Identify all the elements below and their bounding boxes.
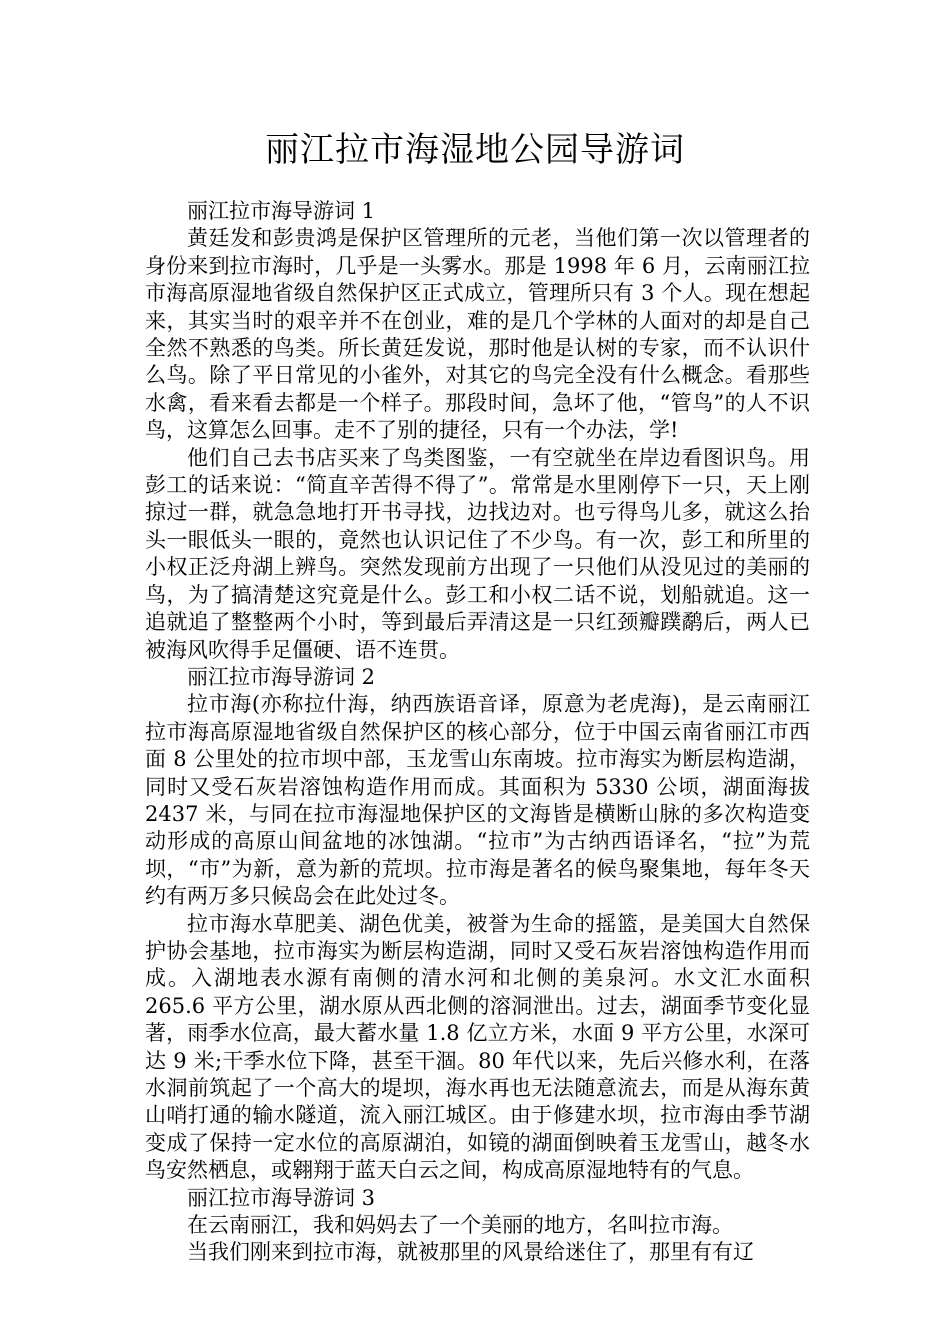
section-heading-3: 丽江拉市海导游词 3 <box>187 1185 376 1210</box>
paragraph: 在云南丽江，我和妈妈去了一个美丽的地方，名叫拉市海。 <box>187 1213 733 1238</box>
document-title: 丽江拉市海湿地公园导游词 <box>265 130 685 170</box>
section-heading-2: 丽江拉市海导游词 2 <box>187 664 376 689</box>
paragraph: 黄廷发和彭贵鸿是保护区管理所的元老，当他们第一次以管理者的身份来到拉市海时，几乎是一头雾水。那是 1998 年 6 月，云南丽江拉市海高原湿地省级自然保护区正式成立，管理所只有 3 个人。现在想起来，其实当时的艰辛并不在创业，难的是几个学林的人面对的却是自己全然不熟悉的鸟类。所长黄廷发说，那时他是认树的专家，而不认识什么鸟。除了平日常见的小雀外，对其它的鸟完全没有什么概念。看那些水禽，看来看去都是一个样子。那段时间，急坏了他，“管鸟”的人不识鸟，这算怎么回事。走不了别的捷径，只有一个办法，学! <box>145 226 810 443</box>
document-body <box>145 198 810 1267</box>
section-heading-1: 丽江拉市海导游词 1 <box>187 199 376 223</box>
paragraph: 拉市海水草肥美、湖色优美，被誉为生命的摇篮，是美国大自然保护协会基地，拉市海实为断层构造湖，同时又受石灰岩溶蚀构造作用而成。入湖地表水源有南侧的清水河和北侧的美泉河。水文汇水面积 265.6 平方公里，湖水原从西北侧的溶洞泄出。过去，湖面季节变化显著，雨季水位高，最大蓄水量 1.8 亿立方米，水面 9 平方公里，水深可达 9 米;干季水位下降，甚至干涸。80 年代以来，先后兴修水利，在落水洞前筑起了一个高大的堤坝，海水再也无法随意流去，而是从海东黄山哨打通的输水隧道，流入丽江城区。由于修建水坝，拉市海由季节湖变成了保持一定水位的高原湖泊，如镜的湖面倒映着玉龙雪山，越冬水鸟安然栖息，或翱翔于蓝天白云之间，构成高原湿地特有的气息。 <box>145 911 810 1183</box>
paragraph: 他们自己去书店买来了鸟类图鉴，一有空就坐在岸边看图识鸟。用彭工的话来说：“简直辛苦得不得了”。常常是水里刚停下一只，天上刚掠过一群，就急急地打开书寻找，边找边对。也亏得鸟儿多，就这么抬头一眼低头一眼的，竟然也认识记住了不少鸟。有一次，彭工和所里的小权正泛舟湖上辨鸟。突然发现前方出现了一只他们从没见过的美丽的鸟，为了搞清楚这究竟是什么。彭工和小权二话不说，划船就追。这一追就追了整整两个小时，等到最后弄清这是一只红颈瓣蹼鹬后，两人已被海风吹得手足僵硬、语不连贯。 <box>145 445 810 662</box>
paragraph: 拉市海(亦称拉什海，纳西族语音译，原意为老虎海)，是云南丽江拉市海高原湿地省级自然保护区的核心部分，位于中国云南省丽江市西面 8 公里处的拉市坝中部，玉龙雪山东南坡。拉市海实为断层构造湖，同时又受石灰岩溶蚀构造作用而成。其面积为 5330 公顷，湖面海拔 2437 米，与同在拉市海湿地保护区的文海皆是横断山脉的多次构造变动形成的高原山间盆地的冰蚀湖。“拉市”为古纳西语译名，“拉”为荒坝，“市”为新，意为新的荒坝。拉市海是著名的候鸟聚集地，每年冬天约有两万多只候岛会在此处过冬。 <box>145 692 810 909</box>
paragraph: 当我们刚来到拉市海，就被那里的风景给迷住了，那里有有辽 <box>187 1240 754 1265</box>
